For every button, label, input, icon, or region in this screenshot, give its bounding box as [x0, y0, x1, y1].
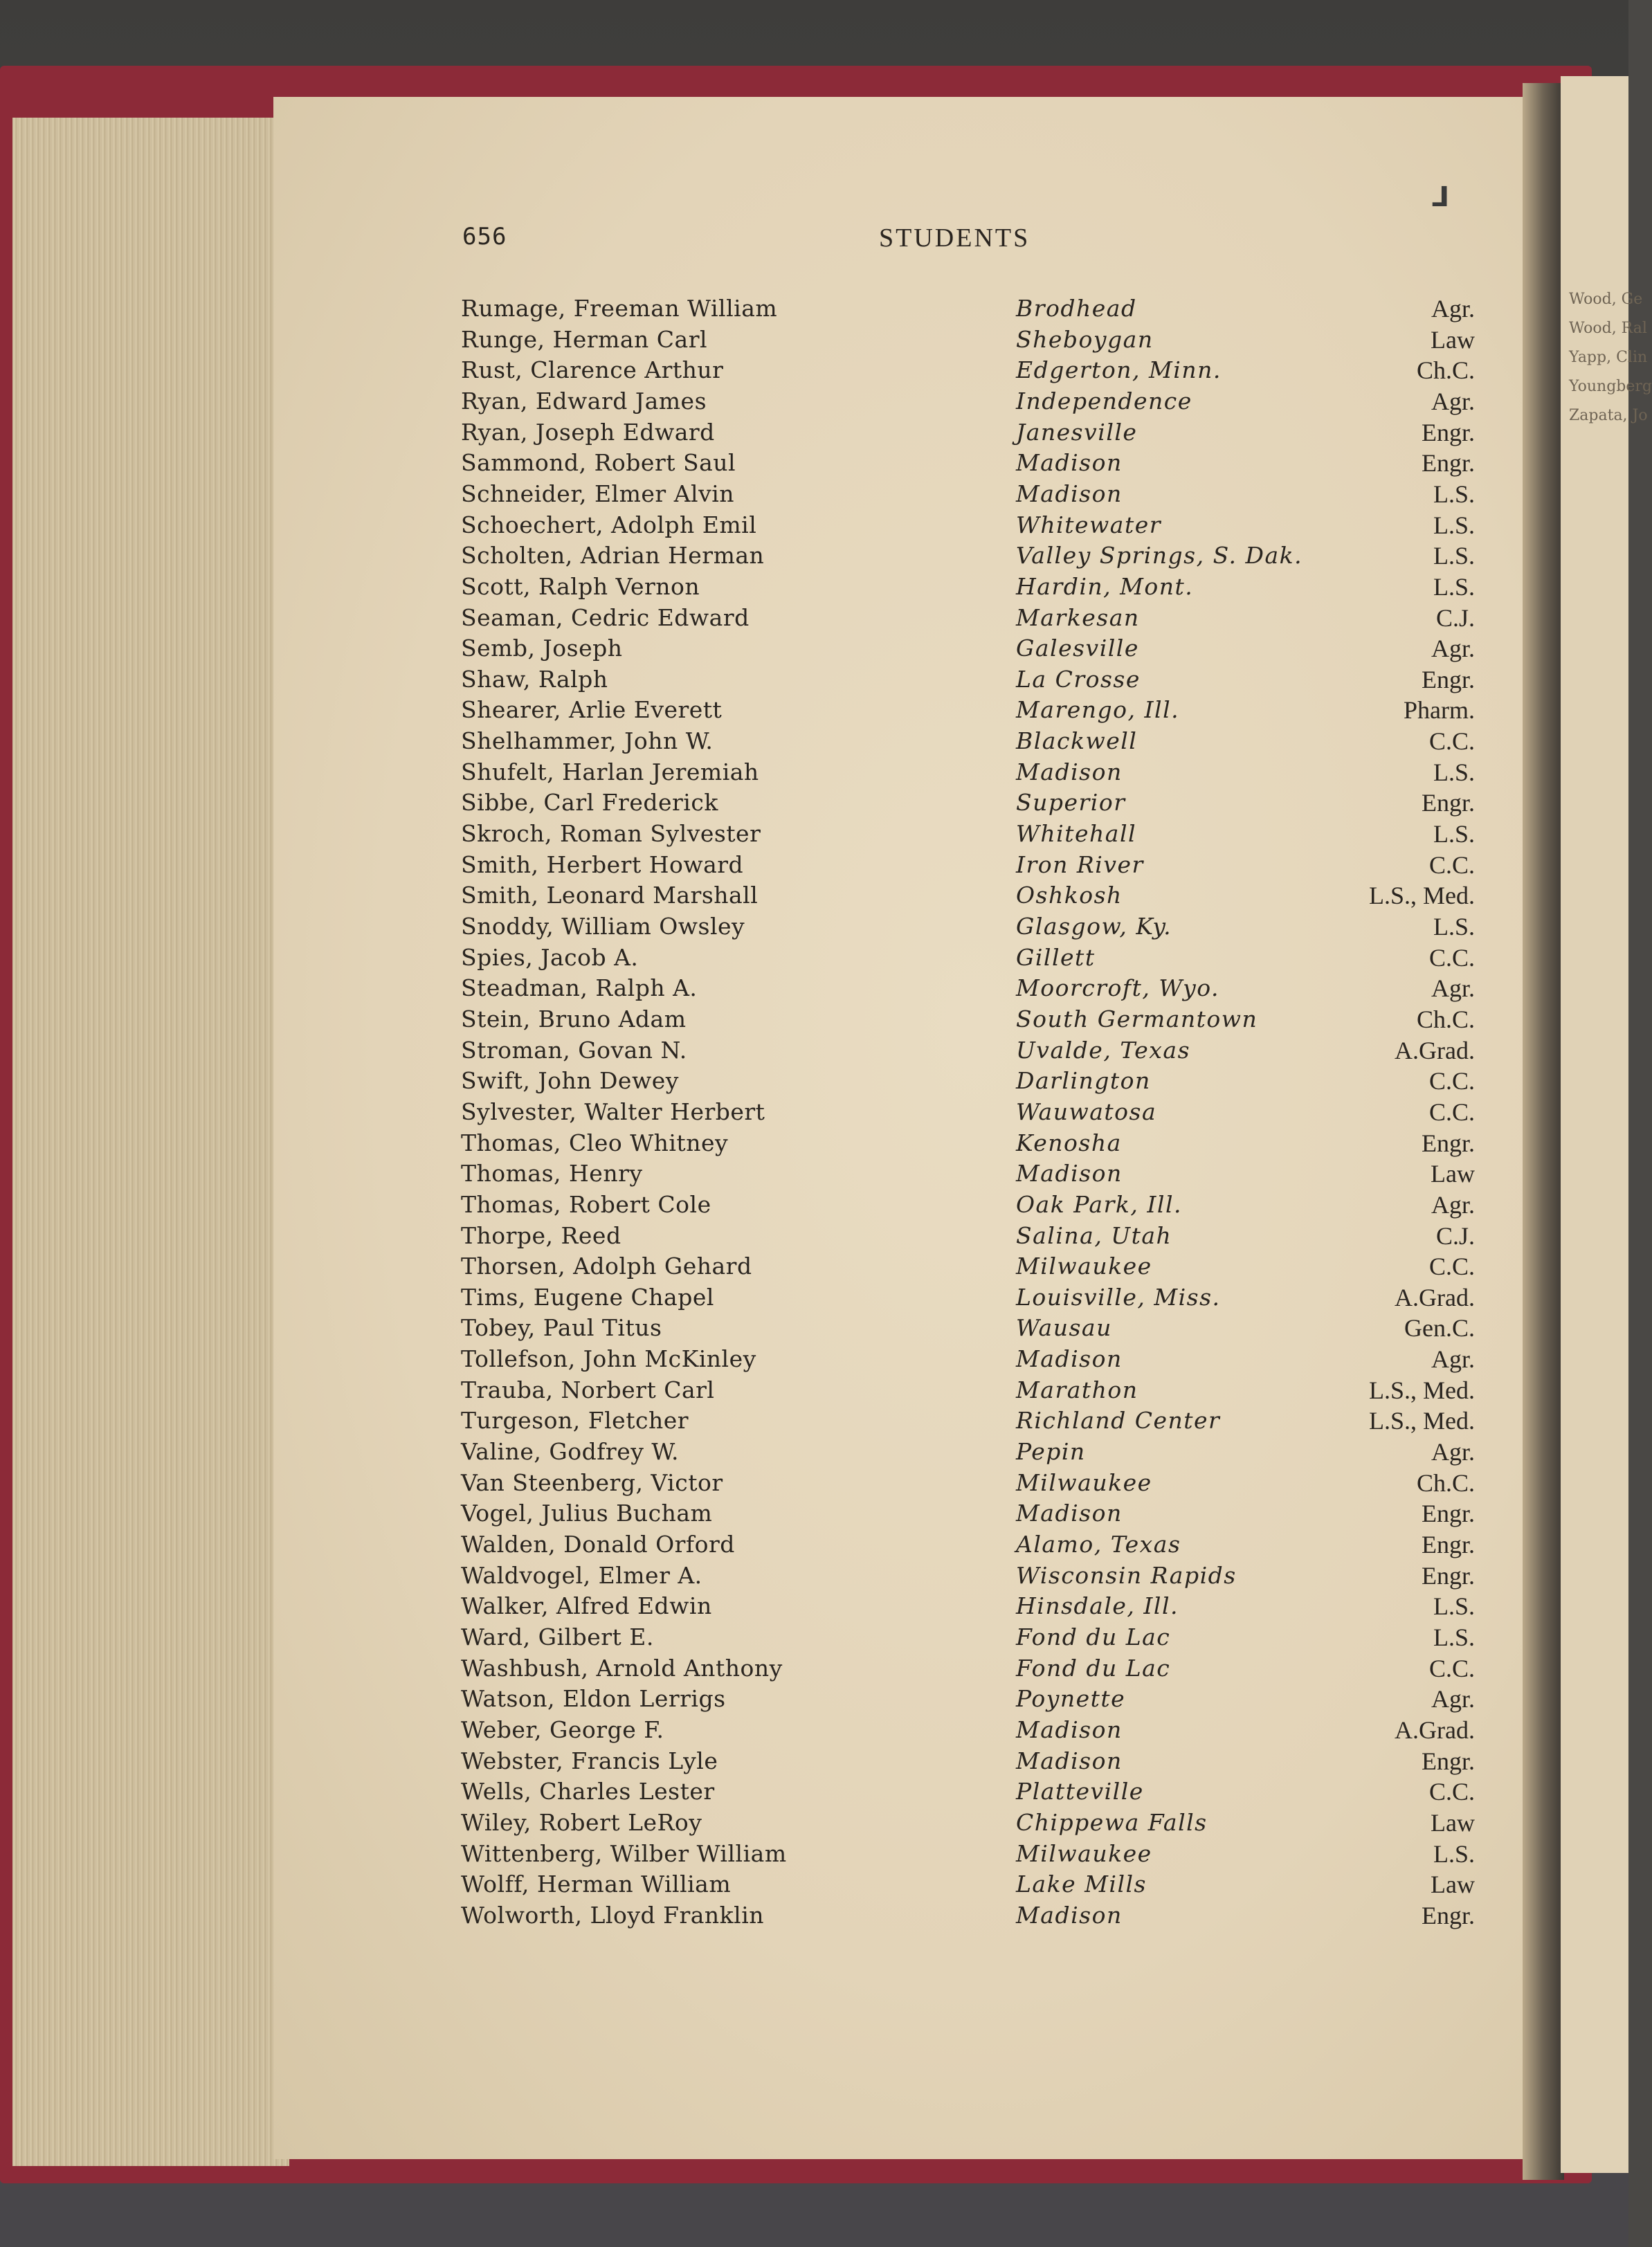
student-row: [0, 1190, 1628, 1220]
student-town: Galesville: [1016, 635, 1139, 662]
page-number: 656: [462, 223, 507, 251]
student-course: Ch.C.: [1416, 1005, 1475, 1033]
student-row: [0, 880, 1628, 911]
student-name: Trauba, Norbert Carl: [461, 1376, 715, 1403]
student-name: Shufelt, Harlan Jeremiah: [461, 758, 759, 785]
student-course: A.Grad.: [1395, 1036, 1475, 1064]
student-town: Superior: [1016, 789, 1126, 817]
student-course: C.C.: [1428, 943, 1475, 972]
student-town: Alamo, Texas: [1016, 1531, 1181, 1558]
student-course: L.S.: [1433, 1839, 1475, 1868]
student-town: Marengo, Ill.: [1016, 696, 1180, 724]
student-town: Platteville: [1016, 1778, 1144, 1805]
student-name: Valine, Godfrey W.: [461, 1438, 679, 1466]
student-town: Salina, Utah: [1016, 1221, 1172, 1249]
student-name: Wolff, Herman William: [461, 1871, 732, 1898]
student-row: [0, 1251, 1628, 1282]
student-course: Law: [1431, 1808, 1475, 1837]
student-row: [0, 664, 1628, 695]
student-row: [0, 1405, 1628, 1436]
student-course: L.S., Med.: [1369, 882, 1475, 910]
student-town: Wausau: [1016, 1314, 1112, 1342]
facing-page-text: Youngberg: [1569, 378, 1652, 395]
student-town: Whitehall: [1016, 820, 1137, 848]
student-name: Skroch, Roman Sylvester: [461, 820, 761, 848]
student-row: [0, 850, 1628, 880]
student-name: Wittenberg, Wilber William: [461, 1839, 787, 1867]
student-row: [0, 757, 1628, 788]
student-town: Lake Mills: [1016, 1871, 1147, 1898]
student-town: Pepin: [1016, 1438, 1086, 1466]
student-course: Law: [1431, 325, 1475, 354]
student-name: Snoddy, William Owsley: [461, 913, 745, 940]
student-course: Ch.C.: [1416, 1468, 1475, 1497]
student-name: Walden, Donald Orford: [461, 1531, 735, 1558]
student-course: C.J.: [1435, 603, 1475, 632]
student-row: [0, 633, 1628, 664]
student-name: Ryan, Edward James: [461, 387, 707, 415]
student-name: Schoechert, Adolph Emil: [461, 511, 757, 538]
student-row: [0, 1344, 1628, 1374]
student-name: Runge, Herman Carl: [461, 325, 708, 353]
student-row: [0, 1468, 1628, 1498]
student-row: [0, 1437, 1628, 1467]
student-row: [0, 1066, 1628, 1096]
student-course: Engr.: [1422, 1129, 1475, 1157]
student-town: Valley Springs, S. Dak.: [1016, 542, 1303, 570]
student-town: Madison: [1016, 449, 1123, 477]
student-name: Thomas, Robert Cole: [461, 1190, 711, 1218]
student-town: Poynette: [1016, 1685, 1126, 1713]
student-course: C.C.: [1428, 1067, 1475, 1095]
student-course: C.J.: [1435, 1221, 1475, 1250]
student-course: Law: [1431, 1871, 1475, 1899]
student-row: [0, 293, 1628, 324]
student-town: Marathon: [1016, 1376, 1138, 1403]
student-name: Sibbe, Carl Frederick: [461, 789, 718, 817]
student-town: Chippewa Falls: [1016, 1808, 1208, 1836]
student-row: [0, 1375, 1628, 1405]
student-course: L.S.: [1433, 820, 1475, 848]
student-course: Engr.: [1422, 1500, 1475, 1528]
student-town: Janesville: [1016, 418, 1138, 446]
student-town: Madison: [1016, 480, 1123, 507]
student-town: Madison: [1016, 1160, 1123, 1188]
student-name: Smith, Herbert Howard: [461, 850, 744, 878]
student-row: [0, 448, 1628, 478]
student-name: Scott, Ralph Vernon: [461, 572, 700, 600]
student-name: Stein, Bruno Adam: [461, 1005, 687, 1032]
student-course: L.S.: [1433, 542, 1475, 570]
student-name: Vogel, Julius Bucham: [461, 1500, 713, 1527]
student-town: Madison: [1016, 1747, 1123, 1774]
student-town: Oak Park, Ill.: [1016, 1190, 1182, 1218]
student-course: Agr.: [1431, 387, 1475, 415]
student-name: Scholten, Adrian Herman: [461, 542, 765, 570]
student-name: Shaw, Ralph: [461, 665, 608, 693]
student-row: [0, 325, 1628, 355]
student-row: [0, 1498, 1628, 1529]
student-name: Van Steenberg, Victor: [461, 1468, 723, 1496]
student-row: [0, 943, 1628, 973]
student-town: Sheboygan: [1016, 325, 1154, 353]
student-course: A.Grad.: [1395, 1716, 1475, 1744]
student-course: Engr.: [1422, 1531, 1475, 1558]
student-course: Agr.: [1431, 1438, 1475, 1466]
student-name: Shearer, Arlie Everett: [461, 696, 723, 724]
student-town: Milwaukee: [1016, 1468, 1152, 1496]
student-town: Markesan: [1016, 603, 1140, 631]
student-name: Semb, Joseph: [461, 635, 623, 662]
student-name: Tollefson, John McKinley: [461, 1345, 756, 1373]
student-name: Rumage, Freeman William: [461, 295, 778, 322]
running-head: STUDENTS: [879, 224, 1031, 253]
student-row: [0, 417, 1628, 448]
student-town: Madison: [1016, 1716, 1123, 1743]
student-town: Oshkosh: [1016, 882, 1123, 909]
student-name: Spies, Jacob A.: [461, 943, 639, 971]
student-row: [0, 788, 1628, 818]
student-name: Wells, Charles Lester: [461, 1778, 715, 1805]
student-course: L.S.: [1433, 1623, 1475, 1651]
student-row: [0, 1158, 1628, 1189]
student-town: Hinsdale, Ill.: [1016, 1592, 1179, 1620]
student-row: [0, 1529, 1628, 1560]
student-course: Agr.: [1431, 635, 1475, 663]
student-name: Shelhammer, John W.: [461, 727, 714, 755]
student-name: Sammond, Robert Saul: [461, 449, 736, 477]
student-town: Uvalde, Texas: [1016, 1036, 1191, 1064]
student-town: Wauwatosa: [1016, 1098, 1157, 1125]
student-name: Sylvester, Walter Herbert: [461, 1098, 765, 1125]
student-course: Agr.: [1431, 1345, 1475, 1374]
student-course: Agr.: [1431, 295, 1475, 322]
student-name: Wiley, Robert LeRoy: [461, 1808, 702, 1836]
student-town: Richland Center: [1016, 1407, 1221, 1435]
student-name: Rust, Clarence Arthur: [461, 356, 724, 384]
student-course: L.S.: [1433, 511, 1475, 539]
student-town: Wisconsin Rapids: [1016, 1561, 1237, 1589]
student-course: Gen.C.: [1404, 1314, 1475, 1343]
student-name: Thomas, Cleo Whitney: [461, 1129, 729, 1156]
student-course: Engr.: [1422, 418, 1475, 446]
student-course: L.S.: [1433, 913, 1475, 940]
student-row: [0, 603, 1628, 633]
student-row: [0, 1591, 1628, 1621]
student-town: Whitewater: [1016, 511, 1162, 538]
student-row: [0, 1746, 1628, 1776]
student-town: Louisville, Miss.: [1016, 1283, 1221, 1311]
student-name: Tims, Eugene Chapel: [461, 1283, 714, 1311]
student-course: A.Grad.: [1395, 1283, 1475, 1311]
student-row: [0, 726, 1628, 756]
student-row: [0, 1715, 1628, 1745]
student-name: Steadman, Ralph A.: [461, 974, 698, 1002]
student-row: [0, 540, 1628, 571]
student-row: [0, 1808, 1628, 1838]
student-town: Kenosha: [1016, 1129, 1122, 1156]
student-town: Brodhead: [1016, 295, 1137, 322]
student-name: Seaman, Cedric Edward: [461, 603, 750, 631]
student-name: Thomas, Henry: [461, 1160, 643, 1188]
student-row: [0, 1684, 1628, 1714]
student-name: Wolworth, Lloyd Franklin: [461, 1901, 765, 1929]
student-course: L.S.: [1433, 572, 1475, 601]
student-name: Schneider, Elmer Alvin: [461, 480, 735, 507]
student-course: C.C.: [1428, 727, 1475, 756]
student-row: [0, 819, 1628, 849]
student-name: Ward, Gilbert E.: [461, 1623, 654, 1650]
student-town: La Crosse: [1016, 665, 1141, 693]
student-row: [0, 1313, 1628, 1343]
student-course: Law: [1431, 1160, 1475, 1188]
student-course: Engr.: [1422, 665, 1475, 693]
student-row: [0, 1653, 1628, 1684]
student-course: L.S.: [1433, 1592, 1475, 1621]
student-course: Engr.: [1422, 1747, 1475, 1775]
student-row: [0, 1128, 1628, 1158]
student-row: [0, 386, 1628, 417]
student-town: Glasgow, Ky.: [1016, 913, 1172, 940]
facing-page-text: Wood, Ge: [1569, 291, 1643, 308]
student-name: Thorpe, Reed: [461, 1221, 621, 1249]
student-row: [0, 1869, 1628, 1900]
student-course: C.C.: [1428, 1654, 1475, 1682]
student-course: Agr.: [1431, 974, 1475, 1003]
student-row: [0, 911, 1628, 942]
student-course: C.C.: [1428, 1098, 1475, 1126]
student-course: C.C.: [1428, 1253, 1475, 1281]
student-town: Darlington: [1016, 1067, 1151, 1095]
student-town: Milwaukee: [1016, 1253, 1152, 1280]
student-town: Moorcroft, Wyo.: [1016, 974, 1219, 1002]
student-row: [0, 1004, 1628, 1035]
student-row: [0, 572, 1628, 602]
student-name: Ryan, Joseph Edward: [461, 418, 715, 446]
student-row: [0, 1221, 1628, 1251]
student-row: [0, 1776, 1628, 1807]
student-town: Blackwell: [1016, 727, 1138, 755]
facing-page-text: Zapata, Jo: [1569, 407, 1648, 424]
student-name: Smith, Leonard Marshall: [461, 882, 759, 909]
student-course: C.C.: [1428, 850, 1475, 879]
student-town: Madison: [1016, 758, 1123, 785]
student-name: Thorsen, Adolph Gehard: [461, 1253, 752, 1280]
student-town: South Germantown: [1016, 1005, 1258, 1032]
student-row: [0, 1622, 1628, 1653]
student-course: C.C.: [1428, 1778, 1475, 1806]
student-course: L.S.: [1433, 758, 1475, 786]
student-row: [0, 1097, 1628, 1127]
student-name: Turgeson, Fletcher: [461, 1407, 689, 1435]
student-course: Engr.: [1422, 789, 1475, 817]
student-town: Milwaukee: [1016, 1839, 1152, 1867]
student-town: Fond du Lac: [1016, 1623, 1171, 1650]
student-row: [0, 510, 1628, 540]
student-name: Watson, Eldon Lerrigs: [461, 1685, 726, 1713]
student-name: Weber, George F.: [461, 1716, 664, 1743]
student-row: [0, 479, 1628, 509]
student-town: Fond du Lac: [1016, 1654, 1171, 1682]
student-town: Madison: [1016, 1345, 1123, 1373]
student-course: Pharm.: [1404, 696, 1475, 725]
student-name: Webster, Francis Lyle: [461, 1747, 718, 1774]
student-course: Engr.: [1422, 449, 1475, 477]
student-row: [0, 1561, 1628, 1591]
student-row: [0, 1035, 1628, 1066]
student-name: Tobey, Paul Titus: [461, 1314, 662, 1342]
student-course: L.S.: [1433, 480, 1475, 508]
student-course: Ch.C.: [1416, 356, 1475, 385]
student-name: Waldvogel, Elmer A.: [461, 1561, 702, 1589]
student-town: Independence: [1016, 387, 1192, 415]
student-town: Madison: [1016, 1901, 1123, 1929]
student-course: Engr.: [1422, 1901, 1475, 1929]
student-course: L.S., Med.: [1369, 1407, 1475, 1435]
student-course: L.S., Med.: [1369, 1376, 1475, 1404]
student-name: Washbush, Arnold Anthony: [461, 1654, 783, 1682]
student-town: Iron River: [1016, 850, 1144, 878]
student-row: [0, 1282, 1628, 1313]
student-row: [0, 695, 1628, 725]
student-row: [0, 1900, 1628, 1931]
student-course: Agr.: [1431, 1685, 1475, 1713]
student-name: Walker, Alfred Edwin: [461, 1592, 712, 1620]
student-course: Agr.: [1431, 1190, 1475, 1219]
student-town: Gillett: [1016, 943, 1096, 971]
facing-page-text: Wood, Ral: [1569, 320, 1647, 337]
student-town: Hardin, Mont.: [1016, 572, 1194, 600]
student-course: Engr.: [1422, 1561, 1475, 1590]
student-name: Swift, John Dewey: [461, 1067, 679, 1095]
student-row: [0, 973, 1628, 1003]
student-row: [0, 355, 1628, 385]
corner-mark: ⅃: [1431, 181, 1449, 213]
student-town: Edgerton, Minn.: [1016, 356, 1222, 384]
student-town: Madison: [1016, 1500, 1123, 1527]
facing-page-text: Yapp, Clin: [1569, 349, 1648, 366]
student-row: [0, 1839, 1628, 1869]
student-name: Stroman, Govan N.: [461, 1036, 687, 1064]
